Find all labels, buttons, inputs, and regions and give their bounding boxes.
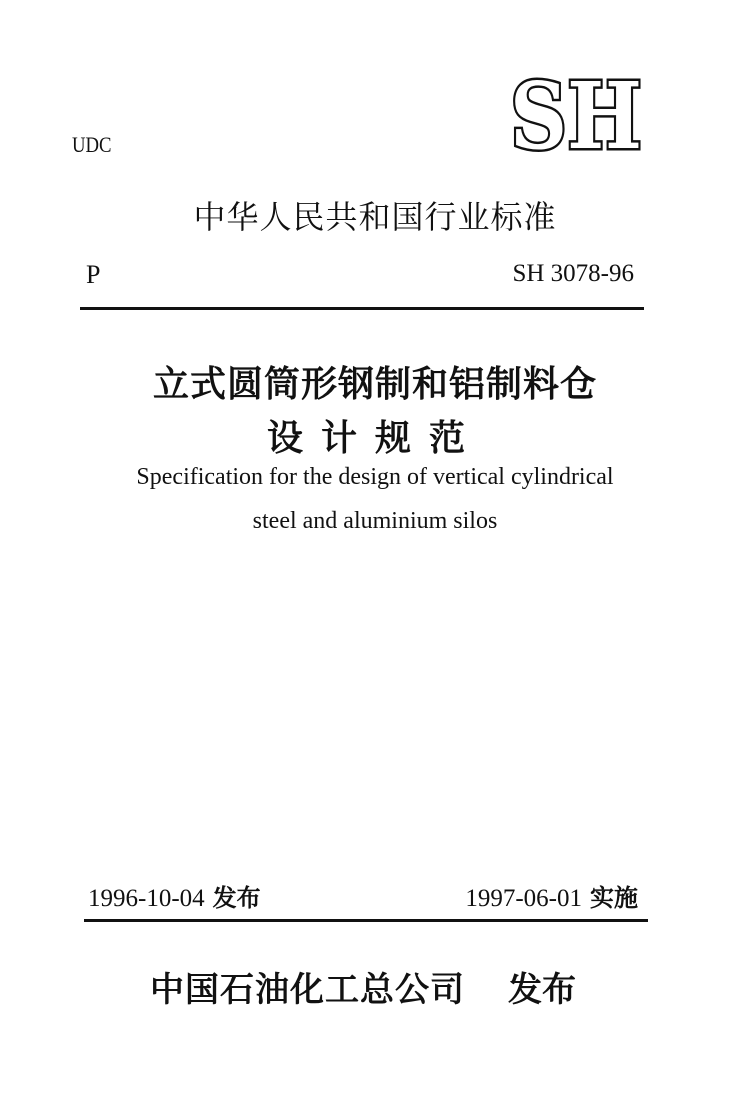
issue-date-row [88,878,261,913]
publish-label: 发布 [508,970,576,1010]
standard-number: SH 3078-96 [512,260,634,287]
standard-class-heading: 中华人民共和国行业标准 [193,198,557,236]
udc-label: UDC [72,132,112,157]
title-zh-line1: 立式圆筒形钢制和铝制料仓 [152,364,597,405]
title-en-line1: Specification for the design of vertical cylindrical [136,464,614,490]
top-divider [80,307,644,310]
svg-text:SH: SH [510,62,642,170]
issue-date: 1996-10-04 [88,885,205,912]
title-zh-line2: 设计规范 [266,418,483,459]
category-code: P [86,260,101,289]
bottom-divider [84,919,648,922]
effective-date-row [465,878,638,913]
title-en-line2: steel and aluminium silos [252,508,498,534]
effective-date: 1997-06-01 [465,885,582,912]
effective-label: 实施 [590,884,638,912]
issue-label: 发布 [212,884,261,912]
sh-logo [508,62,644,170]
publisher-name: 中国石油化工总公司 [150,970,465,1010]
